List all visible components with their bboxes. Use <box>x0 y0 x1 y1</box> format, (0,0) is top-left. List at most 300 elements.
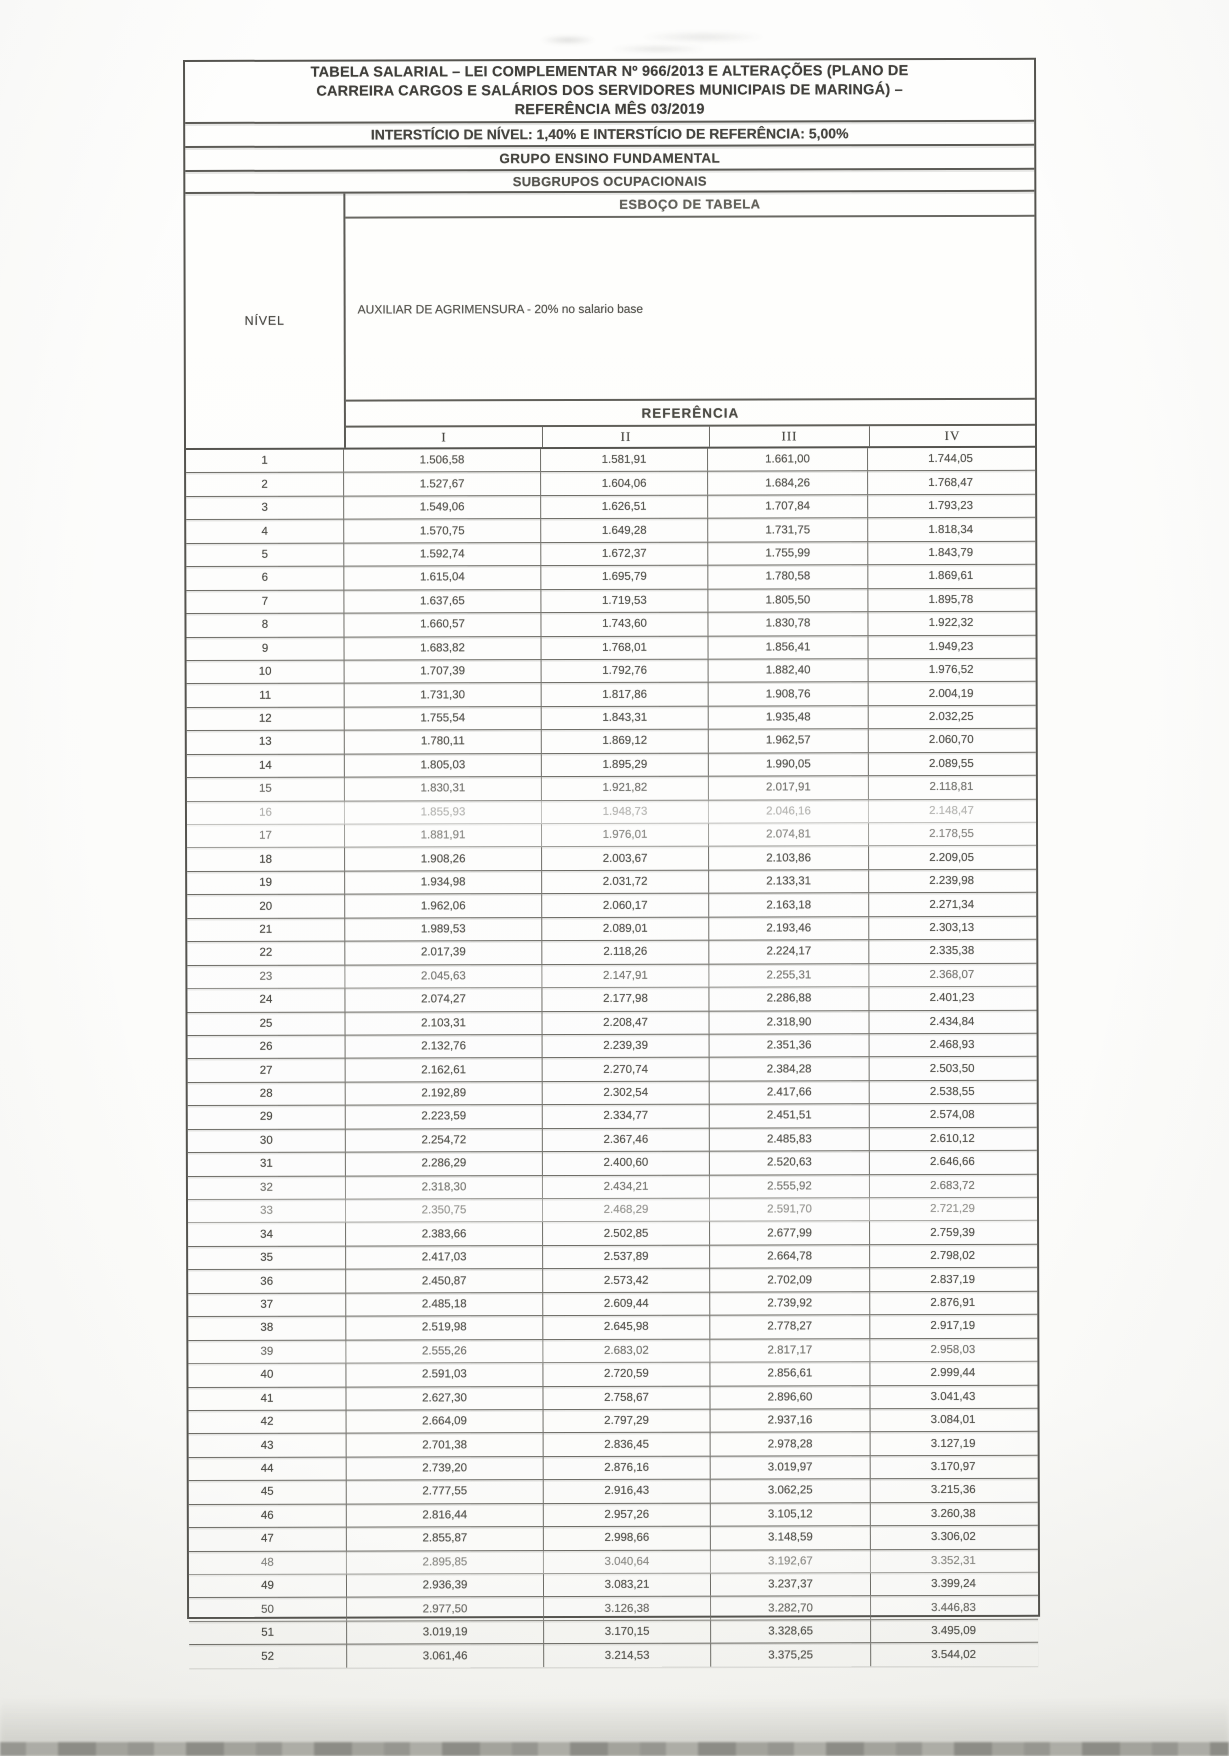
value-cell: 2.739,20 <box>347 1457 544 1480</box>
title-line: REFERÊNCIA MÊS 03/2019 <box>514 101 705 118</box>
value-cell: 1.744,05 <box>928 453 973 466</box>
value-cell: 1.660,57 <box>344 613 541 636</box>
value-cell: 1.990,05 <box>709 753 869 776</box>
value-cell: 2.683,72 <box>930 1179 975 1192</box>
value-cell: 2.485,18 <box>346 1293 543 1316</box>
value-cell: 2.778,27 <box>710 1315 870 1338</box>
value-cell: 2.334,77 <box>543 1105 710 1128</box>
level-cell: 14 <box>187 754 345 777</box>
value-cell: 1.570,75 <box>344 519 541 542</box>
table-row <box>189 1502 1038 1528</box>
value-cell: 3.170,15 <box>544 1620 711 1643</box>
value-cell: 1.672,37 <box>541 542 708 565</box>
level-header-cell <box>185 194 346 448</box>
value-cell: 2.555,92 <box>710 1175 870 1198</box>
value-cell: 1.695,79 <box>541 566 708 589</box>
table-row <box>187 706 1036 732</box>
level-cell: 7 <box>186 590 344 613</box>
interstice-row <box>185 122 1034 148</box>
value-cell: 2.270,74 <box>543 1058 710 1081</box>
level-cell: 25 <box>187 1012 345 1035</box>
level-cell: 48 <box>189 1551 347 1574</box>
table-row <box>187 776 1036 802</box>
value-cell: 2.004,19 <box>928 687 974 700</box>
value-cell: 2.074,27 <box>345 988 542 1011</box>
value-cell: 1.817,86 <box>542 683 709 706</box>
level-cell: 27 <box>188 1059 346 1082</box>
value-cell: 2.350,75 <box>346 1199 543 1222</box>
level-cell: 28 <box>188 1082 346 1105</box>
value-cell: 1.805,50 <box>708 589 868 612</box>
table-row <box>189 1479 1038 1505</box>
value-cell: 2.400,60 <box>543 1152 710 1175</box>
table-row <box>189 1526 1038 1552</box>
table-row <box>186 495 1035 521</box>
table-row <box>187 729 1036 755</box>
table-header-region <box>185 192 1035 450</box>
level-cell: 5 <box>186 543 344 566</box>
level-cell: 29 <box>188 1106 346 1129</box>
level-cell: 34 <box>188 1223 346 1246</box>
value-cell: 2.777,55 <box>347 1480 544 1503</box>
value-cell: 2.103,31 <box>345 1012 542 1035</box>
column-header-iv: IV <box>944 427 961 444</box>
level-cell: 47 <box>189 1528 347 1551</box>
value-cell: 2.254,72 <box>346 1129 543 1152</box>
reference-header-region <box>345 192 1035 448</box>
value-cell: 1.549,06 <box>344 496 541 519</box>
table-row <box>188 1151 1037 1177</box>
value-cell: 2.876,16 <box>544 1456 711 1479</box>
value-cell: 3.352,31 <box>931 1554 976 1567</box>
table-row <box>188 1338 1037 1364</box>
value-cell: 1.719,53 <box>541 589 708 612</box>
level-cell: 11 <box>187 684 345 707</box>
table-row <box>186 518 1035 544</box>
column-header-iii: III <box>710 426 870 446</box>
value-cell: 2.759,39 <box>930 1226 975 1239</box>
salary-rows <box>186 448 1038 1663</box>
value-cell: 3.495,09 <box>931 1625 977 1638</box>
table-row <box>188 1362 1037 1388</box>
value-cell: 2.957,26 <box>544 1503 711 1526</box>
level-cell: 22 <box>187 942 345 965</box>
sketch-label: ESBOÇO DE TABELA <box>619 196 761 212</box>
value-cell: 1.793,23 <box>928 500 974 513</box>
value-cell: 2.896,60 <box>710 1386 870 1409</box>
level-cell: 43 <box>189 1434 347 1457</box>
value-cell: 2.434,21 <box>543 1175 710 1198</box>
value-cell: 2.520,63 <box>710 1151 870 1174</box>
table-row <box>189 1549 1038 1575</box>
table-row <box>186 565 1035 591</box>
value-cell: 2.318,30 <box>346 1176 543 1199</box>
value-cell: 3.544,02 <box>931 1648 977 1661</box>
table-row <box>188 1385 1037 1411</box>
value-cell: 2.118,26 <box>542 941 709 964</box>
level-cell: 8 <box>186 614 344 637</box>
value-cell: 1.895,29 <box>542 753 709 776</box>
table-row <box>188 1057 1037 1083</box>
level-cell: 38 <box>188 1317 346 1340</box>
value-cell: 1.922,32 <box>928 617 974 630</box>
value-cell: 2.193,46 <box>709 917 869 940</box>
value-cell: 2.798,02 <box>930 1250 976 1263</box>
table-row <box>188 1198 1037 1224</box>
value-cell: 2.977,50 <box>347 1597 544 1620</box>
level-cell: 13 <box>187 731 345 754</box>
value-cell: 1.869,12 <box>542 730 709 753</box>
value-cell: 1.843,31 <box>542 706 709 729</box>
level-cell: 24 <box>187 989 345 1012</box>
value-cell: 2.610,12 <box>929 1132 975 1145</box>
level-cell: 2 <box>186 473 344 496</box>
value-cell: 2.937,16 <box>711 1409 871 1432</box>
value-cell: 2.224,17 <box>709 940 869 963</box>
value-cell: 2.303,13 <box>929 921 975 935</box>
table-row <box>188 1315 1037 1341</box>
value-cell: 2.836,45 <box>544 1433 711 1456</box>
group-text: GRUPO ENSINO FUNDAMENTAL <box>499 150 721 166</box>
value-cell: 3.170,97 <box>930 1460 976 1474</box>
column-header-ii: II <box>543 427 710 447</box>
table-row <box>187 870 1036 896</box>
value-cell: 2.538,55 <box>929 1085 975 1099</box>
value-cell: 2.978,28 <box>711 1433 871 1456</box>
value-cell: 1.527,67 <box>344 473 541 496</box>
value-cell: 2.147,91 <box>542 964 709 987</box>
value-cell: 2.209,05 <box>929 851 974 864</box>
table-row <box>189 1573 1038 1599</box>
salary-table <box>183 58 1040 1663</box>
value-cell: 2.060,17 <box>542 894 709 917</box>
level-cell: 50 <box>189 1598 347 1621</box>
value-cell: 2.017,39 <box>345 941 542 964</box>
value-cell: 2.468,93 <box>929 1039 975 1052</box>
value-cell: 2.089,55 <box>928 757 974 770</box>
value-cell: 2.384,28 <box>710 1058 870 1081</box>
value-cell: 2.255,31 <box>709 964 869 987</box>
value-cell: 2.208,47 <box>542 1011 709 1034</box>
value-cell: 2.998,66 <box>544 1527 711 1550</box>
value-cell: 2.677,99 <box>710 1222 870 1245</box>
value-cell: 2.645,98 <box>543 1316 710 1339</box>
value-cell: 2.837,19 <box>930 1273 976 1286</box>
value-cell: 2.302,54 <box>543 1081 710 1104</box>
table-row <box>186 471 1035 497</box>
value-cell: 2.162,61 <box>346 1058 543 1081</box>
scan-edge-band <box>0 1742 1229 1756</box>
table-row <box>187 846 1036 872</box>
value-cell: 2.555,26 <box>346 1340 543 1363</box>
level-header-label: NÍVEL <box>244 313 285 328</box>
value-cell: 1.869,61 <box>928 570 974 583</box>
value-cell: 2.163,18 <box>709 894 869 917</box>
value-cell: 2.045,63 <box>345 965 542 988</box>
value-cell: 1.707,39 <box>345 660 542 683</box>
value-cell: 2.855,87 <box>347 1527 544 1550</box>
table-row <box>189 1620 1038 1646</box>
value-cell: 2.797,29 <box>544 1410 711 1433</box>
value-cell: 2.958,03 <box>930 1343 976 1356</box>
value-cell: 2.856,61 <box>710 1362 870 1385</box>
level-cell: 23 <box>187 965 345 988</box>
value-cell: 2.758,67 <box>543 1386 710 1409</box>
value-cell: 1.661,00 <box>708 448 868 471</box>
value-cell: 2.003,67 <box>542 847 709 870</box>
value-cell: 2.917,19 <box>930 1320 976 1333</box>
level-cell: 36 <box>188 1270 346 1293</box>
value-cell: 1.780,11 <box>345 730 542 753</box>
table-title <box>185 60 1034 124</box>
scan-smudge <box>478 28 778 58</box>
level-cell: 49 <box>189 1575 347 1598</box>
value-cell: 2.591,03 <box>346 1363 543 1386</box>
table-row <box>189 1432 1038 1458</box>
level-cell: 33 <box>188 1200 346 1223</box>
level-cell: 6 <box>186 567 344 590</box>
value-cell: 1.731,75 <box>708 519 868 542</box>
table-row <box>187 823 1036 849</box>
value-cell: 3.062,25 <box>711 1479 871 1502</box>
value-cell: 3.061,46 <box>347 1644 544 1667</box>
value-cell: 2.132,76 <box>346 1035 543 1058</box>
value-cell: 2.286,88 <box>709 987 869 1010</box>
value-cell: 1.626,51 <box>541 496 708 519</box>
table-row <box>187 917 1036 943</box>
table-row <box>186 542 1035 568</box>
table-row <box>186 448 1035 474</box>
value-cell: 1.935,48 <box>709 706 869 729</box>
subgroups-row <box>185 170 1034 194</box>
value-cell: 2.701,38 <box>347 1433 544 1456</box>
value-cell: 3.215,36 <box>930 1484 976 1497</box>
table-row <box>188 1292 1037 1318</box>
value-cell: 1.843,79 <box>928 546 974 560</box>
value-cell: 1.962,06 <box>345 894 542 917</box>
value-cell: 2.646,66 <box>929 1156 975 1169</box>
value-cell: 1.780,58 <box>708 565 868 588</box>
value-cell: 2.060,70 <box>928 734 974 747</box>
level-cell: 20 <box>187 895 345 918</box>
table-row <box>188 1081 1037 1107</box>
value-cell: 2.271,34 <box>929 898 975 911</box>
reference-label: REFERÊNCIA <box>641 405 740 421</box>
value-cell: 1.683,82 <box>345 637 542 660</box>
value-cell: 1.731,30 <box>345 683 542 706</box>
value-cell: 1.755,54 <box>345 707 542 730</box>
reference-header <box>346 400 1035 428</box>
table-row <box>187 799 1036 825</box>
table-row <box>189 1643 1038 1668</box>
value-cell: 2.133,31 <box>709 870 869 893</box>
value-cell: 1.949,23 <box>928 640 974 653</box>
table-row <box>186 588 1035 614</box>
level-cell: 16 <box>187 801 345 824</box>
value-cell: 1.989,53 <box>345 918 542 941</box>
value-cell: 2.351,36 <box>710 1034 870 1057</box>
value-cell: 1.707,84 <box>708 495 868 518</box>
value-cell: 1.921,82 <box>542 777 709 800</box>
table-row <box>187 1010 1036 1036</box>
value-cell: 2.876,91 <box>930 1296 976 1310</box>
value-cell: 2.434,84 <box>929 1015 975 1028</box>
value-cell: 2.485,83 <box>710 1128 870 1151</box>
value-cell: 1.637,65 <box>344 590 541 613</box>
value-cell: 1.755,99 <box>708 542 868 565</box>
value-cell: 1.615,04 <box>344 566 541 589</box>
table-row <box>188 1268 1037 1294</box>
title-line: TABELA SALARIAL – LEI COMPLEMENTAR Nº 966/2013 E ALTERAÇÕES (PLANO DE <box>310 62 909 81</box>
value-cell: 1.805,03 <box>345 754 542 777</box>
value-cell: 2.192,89 <box>346 1082 543 1105</box>
value-cell: 2.721,29 <box>930 1203 975 1216</box>
value-cell: 2.720,59 <box>543 1363 710 1386</box>
value-cell: 2.739,92 <box>710 1292 870 1315</box>
value-cell: 1.581,91 <box>541 449 708 472</box>
table-row <box>188 1127 1037 1153</box>
table-row <box>187 659 1036 685</box>
value-cell: 2.089,01 <box>542 917 709 940</box>
level-cell: 10 <box>187 661 345 684</box>
value-cell: 1.934,98 <box>345 871 542 894</box>
level-cell: 46 <box>189 1504 347 1527</box>
level-cell: 40 <box>188 1364 346 1387</box>
value-cell: 3.148,59 <box>711 1526 871 1549</box>
value-cell: 3.214,53 <box>544 1644 711 1667</box>
value-cell: 2.537,89 <box>543 1245 710 1268</box>
table-row <box>188 1104 1037 1130</box>
table-row <box>189 1409 1038 1435</box>
value-cell: 2.239,98 <box>929 875 975 888</box>
value-cell: 3.126,38 <box>544 1597 711 1620</box>
value-cell: 2.664,09 <box>347 1410 544 1433</box>
value-cell: 1.506,58 <box>344 449 541 472</box>
table-row <box>187 940 1036 966</box>
value-cell: 2.417,03 <box>346 1246 543 1269</box>
subgroups-text: SUBGRUPOS OCUPACIONAIS <box>512 173 707 189</box>
value-cell: 2.046,16 <box>709 800 869 823</box>
level-cell: 31 <box>188 1153 346 1176</box>
table-row <box>189 1596 1038 1622</box>
value-cell: 3.127,19 <box>930 1437 976 1450</box>
scan-bottom-shadow <box>0 1697 1229 1743</box>
value-cell: 3.282,70 <box>711 1597 871 1620</box>
value-cell: 1.976,52 <box>928 664 974 677</box>
value-cell: 2.999,44 <box>930 1367 976 1380</box>
table-row <box>188 1174 1037 1200</box>
value-cell: 1.592,74 <box>344 543 541 566</box>
table-row <box>188 1221 1037 1247</box>
level-cell: 51 <box>189 1621 347 1644</box>
value-cell: 1.649,28 <box>541 519 708 542</box>
value-cell: 2.286,29 <box>346 1152 543 1175</box>
value-cell: 1.881,91 <box>345 824 542 847</box>
table-row <box>187 987 1036 1013</box>
value-cell: 3.192,67 <box>711 1550 871 1573</box>
value-cell: 2.103,86 <box>709 847 869 870</box>
value-cell: 2.223,59 <box>346 1105 543 1128</box>
value-cell: 3.260,38 <box>930 1507 976 1520</box>
group-row <box>185 146 1034 172</box>
table-row <box>188 1245 1037 1271</box>
value-cell: 2.368,07 <box>929 968 975 981</box>
level-cell: 42 <box>189 1411 347 1434</box>
value-cell: 2.148,47 <box>929 804 974 817</box>
table-row <box>186 612 1035 638</box>
value-cell: 1.830,31 <box>345 777 542 800</box>
value-cell: 3.399,24 <box>931 1578 976 1591</box>
value-cell: 2.367,46 <box>543 1128 710 1151</box>
table-row <box>187 752 1036 778</box>
level-cell: 39 <box>188 1340 346 1363</box>
value-cell: 2.239,39 <box>543 1035 710 1058</box>
table-row <box>189 1456 1038 1482</box>
value-cell: 2.017,91 <box>709 776 869 799</box>
value-cell: 3.084,01 <box>930 1414 976 1427</box>
value-cell: 2.573,42 <box>543 1269 710 1292</box>
table-row <box>187 682 1036 708</box>
value-cell: 2.916,43 <box>544 1480 711 1503</box>
value-cell: 3.306,02 <box>930 1531 976 1544</box>
value-cell: 2.503,50 <box>929 1062 975 1075</box>
level-cell: 4 <box>186 520 344 543</box>
level-cell: 15 <box>187 778 345 801</box>
value-cell: 3.446,83 <box>931 1601 976 1614</box>
value-cell: 1.743,60 <box>541 613 708 636</box>
value-cell: 1.948,73 <box>542 800 709 823</box>
value-cell: 2.032,25 <box>928 710 974 724</box>
value-cell: 2.817,17 <box>710 1339 870 1362</box>
value-cell: 3.105,12 <box>711 1503 871 1526</box>
value-cell: 3.040,64 <box>544 1550 711 1573</box>
table-row <box>187 893 1036 919</box>
value-cell: 3.019,19 <box>347 1621 544 1644</box>
value-cell: 2.519,98 <box>346 1316 543 1339</box>
value-cell: 2.683,02 <box>543 1339 710 1362</box>
value-cell: 1.792,76 <box>542 660 709 683</box>
level-cell: 32 <box>188 1176 346 1199</box>
value-cell: 2.335,38 <box>929 945 975 958</box>
value-cell: 3.019,97 <box>711 1456 871 1479</box>
level-cell: 18 <box>187 848 345 871</box>
level-cell: 17 <box>187 825 345 848</box>
value-cell: 2.074,81 <box>709 823 869 846</box>
value-cell: 1.962,57 <box>709 729 869 752</box>
value-cell: 2.816,44 <box>347 1504 544 1527</box>
value-cell: 2.451,51 <box>710 1104 870 1127</box>
level-cell: 12 <box>187 707 345 730</box>
value-cell: 1.855,93 <box>345 801 542 824</box>
occupation-cell <box>345 217 1034 402</box>
value-cell: 1.768,47 <box>928 476 973 489</box>
value-cell: 2.574,08 <box>929 1109 975 1122</box>
value-cell: 2.450,87 <box>346 1269 543 1292</box>
value-cell: 2.627,30 <box>346 1387 543 1410</box>
level-cell: 21 <box>187 918 345 941</box>
value-cell: 2.177,98 <box>542 988 709 1011</box>
interstice-text: INTERSTÍCIO DE NÍVEL: 1,40% E INTERSTÍCIO DE REFERÊNCIA: 5,00% <box>370 125 849 143</box>
level-cell: 37 <box>188 1293 346 1316</box>
value-cell: 2.591,70 <box>710 1198 870 1221</box>
value-cell: 3.041,43 <box>930 1390 976 1403</box>
column-header-i: I <box>346 427 543 448</box>
value-cell: 2.895,85 <box>347 1551 544 1574</box>
value-cell: 1.830,78 <box>708 612 868 635</box>
value-cell: 2.417,66 <box>710 1081 870 1104</box>
value-cell: 3.328,65 <box>711 1620 871 1643</box>
value-cell: 3.083,21 <box>544 1574 711 1597</box>
